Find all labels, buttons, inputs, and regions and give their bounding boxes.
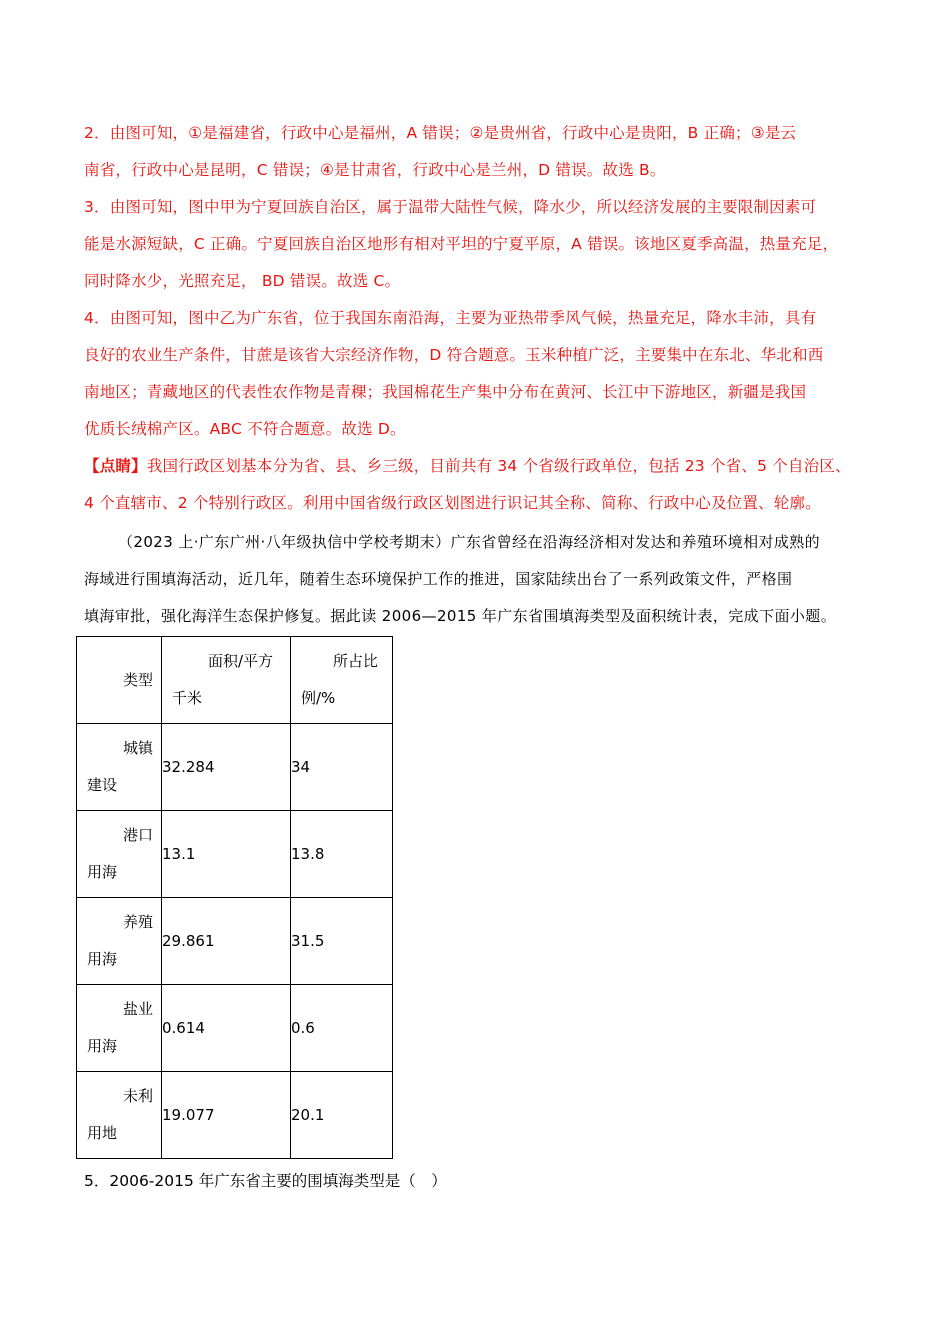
answer-4-line-3: 南地区；青藏地区的代表性农作物是青稞；我国棉花生产集中分布在黄河、长江中下游地区，新疆是我国 <box>84 383 807 401</box>
answer-3-line-2: 能是水源短缺，C 正确。宁夏回族自治区地形有相对平坦的宁夏平原，A 错误。该地区夏季高温，热量充足， <box>84 235 839 253</box>
tip-label: 【点睛】 <box>84 457 147 475</box>
header-type <box>77 637 162 724</box>
header-ratio-line-2: 例/% <box>301 689 336 707</box>
row-type-line-1: 港口 <box>122 826 153 844</box>
answer-4-line-1: 4．由图可知，图中乙为广东省，位于我国东南沿海，主要为亚热带季风气候，热量充足，降水丰沛，具有 <box>84 309 817 327</box>
row-type-line-1: 养殖 <box>122 913 153 931</box>
answer-3-line-3: 同时降水少，光照充足， BD 错误。故选 C。 <box>84 272 401 290</box>
row-ratio: 34 <box>291 724 393 811</box>
table-row <box>77 724 393 811</box>
answer-3-line-1: 3．由图可知，图中甲为宁夏回族自治区，属于温带大陆性气候，降水少，所以经济发展的主要限制因素可 <box>84 198 817 216</box>
row-area: 13.1 <box>162 811 291 898</box>
row-type <box>77 898 162 985</box>
row-ratio: 13.8 <box>291 811 393 898</box>
answer-2-line-2: 南省，行政中心是昆明，C 错误；④是甘肃省，行政中心是兰州，D 错误。故选 B。 <box>84 161 666 179</box>
header-ratio <box>291 637 393 724</box>
tip-line-2: 4 个直辖市、2 个特别行政区。利用中国省级行政区划图进行识记其全称、简称、行政中心及位置、轮廓。 <box>84 494 821 512</box>
header-ratio-line-1: 所占比 <box>333 652 379 670</box>
answer-2 <box>84 115 874 189</box>
question-5: 5．2006-2015 年广东省主要的围填海类型是（ ） <box>84 1172 447 1190</box>
answer-2-line-1: 2．由图可知，①是福建省，行政中心是福州，A 错误；②是贵州省，行政中心是贵阳，B 正确；③是云 <box>84 124 797 142</box>
row-type-line-1: 盐业 <box>122 1000 153 1018</box>
row-type <box>77 1072 162 1159</box>
answer-4 <box>84 300 874 448</box>
row-type-line-2: 建设 <box>87 776 118 794</box>
header-area-line-1: 面积/平方 <box>208 652 274 670</box>
row-area: 19.077 <box>162 1072 291 1159</box>
row-area: 29.861 <box>162 898 291 985</box>
tip-text-1: 我国行政区划基本分为省、县、乡三级，目前共有 34 个省级行政单位，包括 23 个省、5 个自治区、 <box>146 457 851 475</box>
tip-note <box>84 448 874 522</box>
stem-text-1: （2023 上·广东广州·八年级执信中学校考期末）广东省曾经在沿海经济相对发达和养殖环境相对成熟的 <box>118 533 821 551</box>
table-row <box>77 898 393 985</box>
row-area: 0.614 <box>162 985 291 1072</box>
row-area: 32.284 <box>162 724 291 811</box>
answer-3 <box>84 189 874 300</box>
stem-line-3: 填海审批，强化海洋生态保护修复。据此读 2006—2015 年广东省围填海类型及面积统计表，完成下面小题。 <box>84 607 837 625</box>
reclamation-table <box>76 636 393 1159</box>
header-area <box>162 637 291 724</box>
row-type <box>77 985 162 1072</box>
header-type-label: 类型 <box>122 670 153 689</box>
row-type-line-2: 用地 <box>87 1124 118 1142</box>
row-type-line-2: 用海 <box>87 950 118 968</box>
question-stem <box>84 524 874 635</box>
row-type <box>77 811 162 898</box>
row-ratio: 31.5 <box>291 898 393 985</box>
row-type-line-1: 未利 <box>122 1087 153 1105</box>
row-type-line-2: 用海 <box>87 863 118 881</box>
table-row <box>77 985 393 1072</box>
answer-4-line-2: 良好的农业生产条件，甘蔗是该省大宗经济作物，D 符合题意。玉米种植广泛，主要集中在东北、华北和西 <box>84 346 824 364</box>
tip-line-1 <box>84 448 874 485</box>
row-ratio: 0.6 <box>291 985 393 1072</box>
answer-4-line-4: 优质长绒棉产区。ABC 不符合题意。故选 D。 <box>84 420 406 438</box>
header-area-line-2: 千米 <box>172 689 203 707</box>
table-row <box>77 1072 393 1159</box>
table-row <box>77 811 393 898</box>
table-header-row <box>77 637 393 724</box>
row-type-line-2: 用海 <box>87 1037 118 1055</box>
stem-line-2: 海域进行围填海活动，近几年，随着生态环境保护工作的推进，国家陆续出台了一系列政策文件，严格围 <box>84 570 793 588</box>
stem-line-1 <box>84 524 874 561</box>
row-type <box>77 724 162 811</box>
row-ratio: 20.1 <box>291 1072 393 1159</box>
row-type-line-1: 城镇 <box>122 739 153 757</box>
